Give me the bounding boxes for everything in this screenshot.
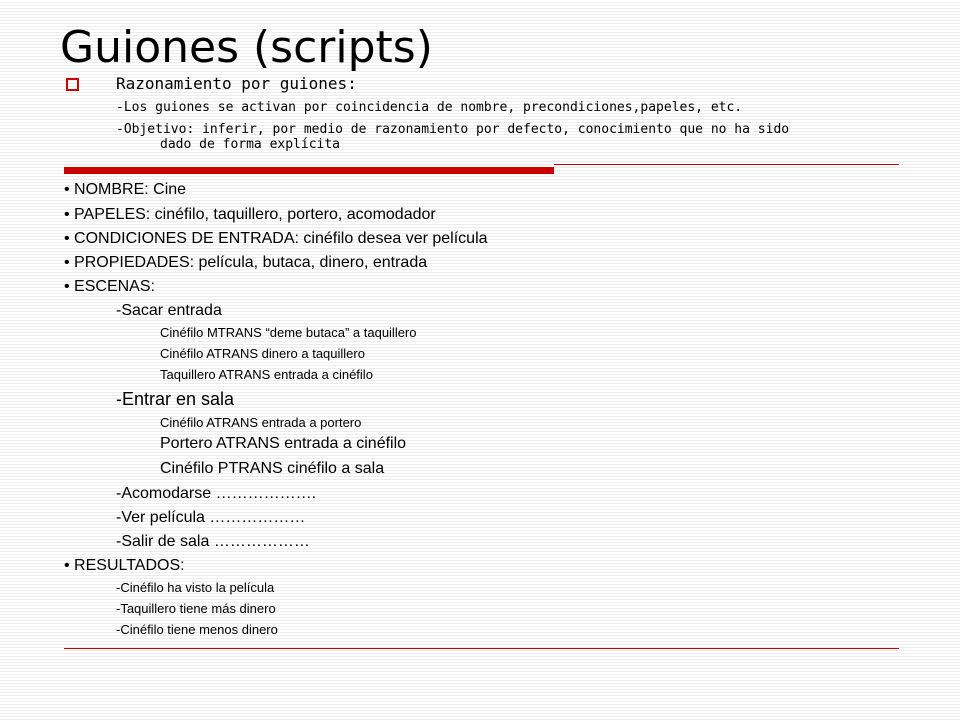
- bullet-papeles: • PAPELES: cinéfilo, taquillero, portero, acomodador: [64, 206, 436, 223]
- script-activation-note: -Los guiones se activan por coincidencia de nombre, precondiciones,papeles, etc.: [116, 100, 743, 115]
- divider-thick: [64, 167, 554, 174]
- scene-entrar-step-3: Cinéfilo PTRANS cinéfilo a sala: [160, 460, 385, 477]
- scene-entrar-en-sala: -Entrar en sala: [116, 389, 235, 409]
- objective-note-line1: -Objetivo: inferir, por medio de razonamiento por defecto, conocimiento que no ha sido: [116, 122, 790, 137]
- divider-bottom: [64, 648, 899, 649]
- bullet-escenas: • ESCENAS:: [64, 278, 155, 295]
- objective-note-line2: dado de forma explícita: [160, 137, 341, 152]
- scene-sacar-step-2: Cinéfilo ATRANS dinero a taquillero: [160, 346, 365, 361]
- scene-ver-pelicula: -Ver película ………………: [116, 509, 306, 526]
- bullet-condiciones: • CONDICIONES DE ENTRADA: cinéfilo desea ver película: [64, 230, 488, 247]
- bullet-nombre: • NOMBRE: Cine: [64, 181, 187, 198]
- divider-thin: [554, 164, 899, 165]
- scene-sacar-entrada: -Sacar entrada: [116, 302, 222, 319]
- scene-acomodarse: -Acomodarse ……………….: [116, 485, 317, 502]
- script-reasoning-heading: Razonamiento por guiones:: [116, 74, 357, 93]
- bullet-resultados: • RESULTADOS:: [64, 557, 185, 574]
- result-1: -Cinéfilo ha visto la película: [116, 580, 275, 595]
- square-bullet-icon: [66, 78, 79, 91]
- scene-sacar-step-1: Cinéfilo MTRANS “deme butaca” a taquillero: [160, 325, 417, 340]
- result-3: -Cinéfilo tiene menos dinero: [116, 622, 278, 637]
- result-2: -Taquillero tiene más dinero: [116, 601, 276, 616]
- slide-title: Guiones (scripts): [60, 22, 433, 73]
- scene-entrar-step-1: Cinéfilo ATRANS entrada a portero: [160, 415, 362, 430]
- scene-sacar-step-3: Taquillero ATRANS entrada a cinéfilo: [160, 367, 373, 382]
- scene-entrar-step-2: Portero ATRANS entrada a cinéfilo: [160, 435, 407, 452]
- scene-salir-de-sala: -Salir de sala ………………: [116, 533, 310, 550]
- bullet-propiedades: • PROPIEDADES: película, butaca, dinero, entrada: [64, 254, 428, 271]
